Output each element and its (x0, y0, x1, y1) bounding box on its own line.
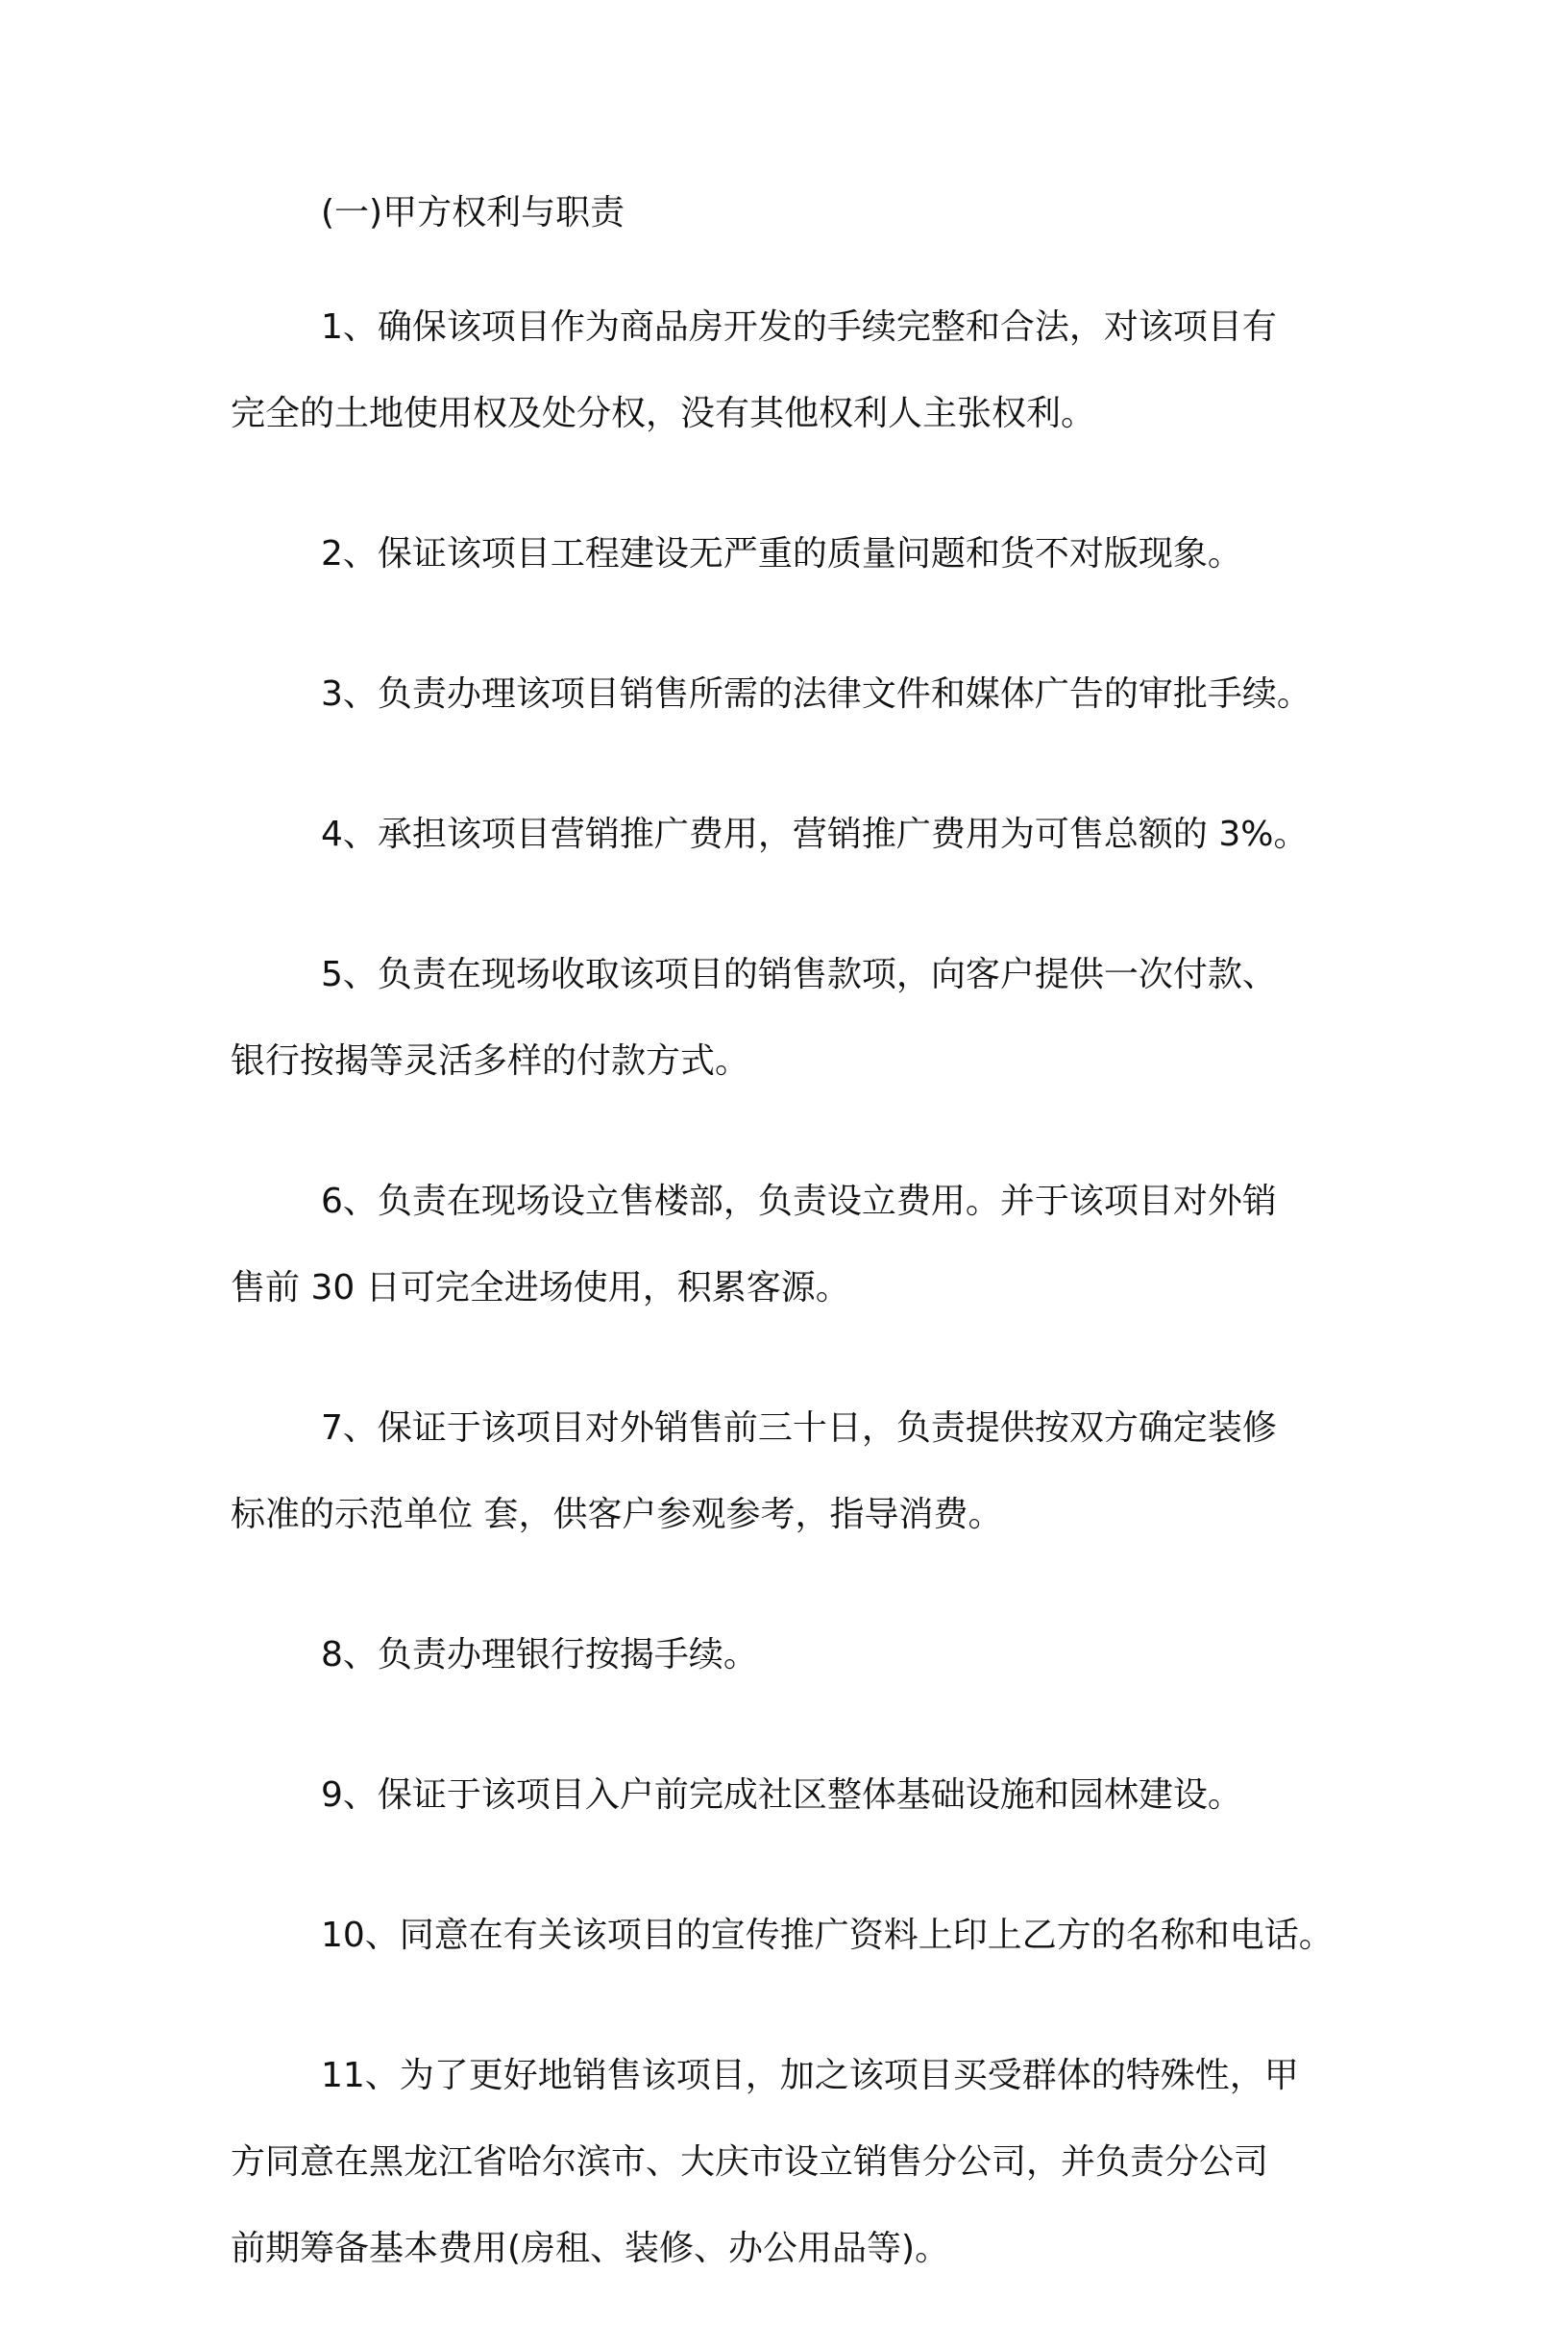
section-heading: (一)甲方权利与职责 (321, 193, 625, 232)
clause-line: 11、为了更好地销售该项目，加之该项目买受群体的特殊性，甲 (321, 2056, 1299, 2095)
document-body (231, 184, 1355, 2346)
clause-3 (231, 651, 1355, 738)
clause-5 (231, 932, 1355, 1105)
clause-2 (231, 511, 1355, 598)
clause-line: 标准的示范单位 套，供客户参观参考，指导消费。 (231, 1495, 1003, 1534)
clause-10 (231, 1893, 1355, 1979)
clause-11 (231, 2033, 1355, 2292)
clause-line: 4、承担该项目营销推广费用，营销推广费用为可售总额的 3%。 (321, 815, 1309, 854)
clause-line: 10、同意在有关该项目的宣传推广资料上印上乙方的名称和电话。 (321, 1916, 1334, 1955)
clause-line: 2、保证该项目工程建设无严重的质量问题和货不对版现象。 (321, 534, 1242, 574)
clause-6 (231, 1159, 1355, 1332)
clause-9 (231, 1752, 1355, 1839)
clause-4 (231, 792, 1355, 878)
clause-line: 6、负责在现场设立售楼部，负责设立费用。并于该项目对外销 (321, 1182, 1277, 1221)
clause-line: 8、负责办理银行按揭手续。 (321, 1635, 758, 1674)
clause-1 (231, 284, 1355, 457)
clause-line: 方同意在黑龙江省哈尔滨市、大庆市设立销售分公司，并负责分公司 (231, 2142, 1269, 2182)
clause-line: 银行按揭等灵活多样的付款方式。 (231, 1041, 750, 1081)
clause-line: 7、保证于该项目对外销售前三十日，负责提供按双方确定装修 (321, 1408, 1277, 1448)
clause-line: 9、保证于该项目入户前完成社区整体基础设施和园林建设。 (321, 1775, 1242, 1815)
clause-line: 1、确保该项目作为商品房开发的手续完整和合法，对该项目有 (321, 307, 1277, 347)
clause-line: 前期筹备基本费用(房租、装修、办公用品等)。 (231, 2229, 950, 2268)
clause-line: 3、负责办理该项目销售所需的法律文件和媒体广告的审批手续。 (321, 674, 1311, 714)
clause-line: 5、负责在现场收取该项目的销售款项，向客户提供一次付款、 (321, 955, 1277, 994)
clause-7 (231, 1385, 1355, 1558)
clause-line: 售前 30 日可完全进场使用，积累客源。 (231, 1268, 850, 1307)
clause-line: 完全的土地使用权及处分权，没有其他权利人主张权利。 (231, 394, 1096, 433)
clause-8 (231, 1612, 1355, 1698)
